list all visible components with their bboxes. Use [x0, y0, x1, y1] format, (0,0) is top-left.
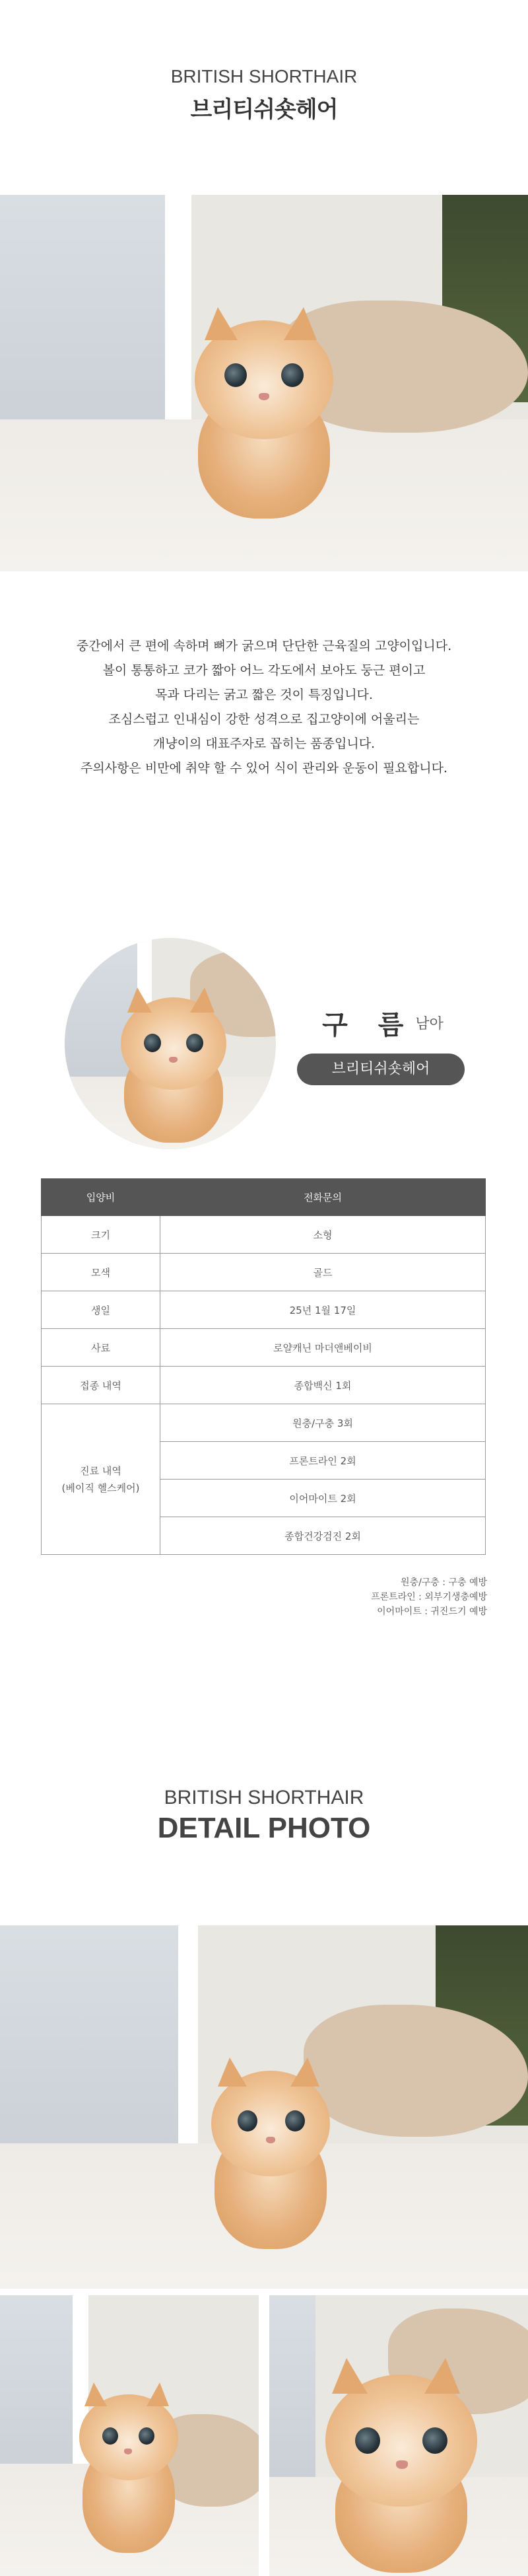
- description-line: 조심스럽고 인내심이 강한 성격으로 집고양이에 어울리는: [108, 712, 420, 727]
- table-row: [42, 1254, 486, 1291]
- detail-photo-left: [0, 2295, 259, 2576]
- adoption-fee-value: 전화문의: [160, 1179, 486, 1216]
- row-label: 모색: [42, 1254, 160, 1291]
- row-label: 사료: [42, 1329, 160, 1367]
- kitten-name: 구 름: [322, 1010, 414, 1040]
- kitten-profile: [297, 1004, 469, 1085]
- table-header-row: [42, 1179, 486, 1216]
- breed-header: [0, 66, 528, 124]
- table-row: [42, 1329, 486, 1367]
- hero-kitten-photo: [0, 195, 528, 571]
- kitten-info-table: [41, 1178, 486, 1555]
- description-line: 볼이 통통하고 코가 짧아 어느 각도에서 보아도 둥근 편이고: [102, 663, 426, 678]
- profile-kitten-photo: [65, 938, 276, 1149]
- breed-description: [0, 634, 528, 781]
- care-history-label: [42, 1404, 160, 1555]
- description-line: 중간에서 큰 편에 속하며 뼈가 굵으며 단단한 근육질의 고양이입니다.: [76, 639, 452, 653]
- kitten-sex: 남아: [415, 1016, 444, 1032]
- row-label: 접종 내역: [42, 1367, 160, 1404]
- care-value: 이어마이트 2회: [160, 1480, 486, 1517]
- breed-badge: 브리티쉬숏헤어: [297, 1054, 465, 1085]
- detail-photo-header: [0, 1787, 528, 1845]
- row-value: 소형: [160, 1216, 486, 1254]
- row-value: 종합백신 1회: [160, 1367, 486, 1404]
- care-value: 종합건강검진 2회: [160, 1517, 486, 1555]
- table-row: [42, 1404, 486, 1442]
- breed-title-en: BRITISH SHORTHAIR: [170, 66, 358, 87]
- table-row: [42, 1291, 486, 1329]
- row-value: 로얄캐닌 마더앤베이비: [160, 1329, 486, 1367]
- row-label: 크기: [42, 1216, 160, 1254]
- breed-title-ko: 브리티쉬숏헤어: [190, 96, 338, 123]
- care-label-line: 진료 내역: [80, 1464, 121, 1477]
- detail-photo-right: [269, 2295, 528, 2576]
- row-value: 골드: [160, 1254, 486, 1291]
- row-value: 25년 1월 17일: [160, 1291, 486, 1329]
- detail-title-en: BRITISH SHORTHAIR: [164, 1787, 364, 1808]
- care-value: 원충/구충 3회: [160, 1404, 486, 1442]
- note-line: 원충/구충 : 구충 예방: [401, 1577, 487, 1588]
- description-line: 개냥이의 대표주자로 꼽히는 품종입니다.: [152, 736, 376, 751]
- care-value: 프론트라인 2회: [160, 1442, 486, 1480]
- note-line: 이어마이트 : 귀진드기 예방: [377, 1606, 487, 1617]
- care-notes: [371, 1575, 487, 1619]
- description-line: 주의사항은 비만에 취약 할 수 있어 식이 관리와 운동이 필요합니다.: [81, 761, 447, 775]
- care-label-line: (베이직 헬스케어): [61, 1482, 140, 1494]
- description-line: 목과 다리는 굵고 짧은 것이 특징입니다.: [155, 688, 373, 702]
- adoption-fee-label: 입양비: [42, 1179, 160, 1216]
- detail-title: DETAIL PHOTO: [157, 1812, 371, 1844]
- table-row: [42, 1216, 486, 1254]
- table-row: [42, 1367, 486, 1404]
- row-label: 생일: [42, 1291, 160, 1329]
- detail-photo-large: [0, 1925, 528, 2289]
- note-line: 프론트라인 : 외부기생충예방: [371, 1592, 487, 1602]
